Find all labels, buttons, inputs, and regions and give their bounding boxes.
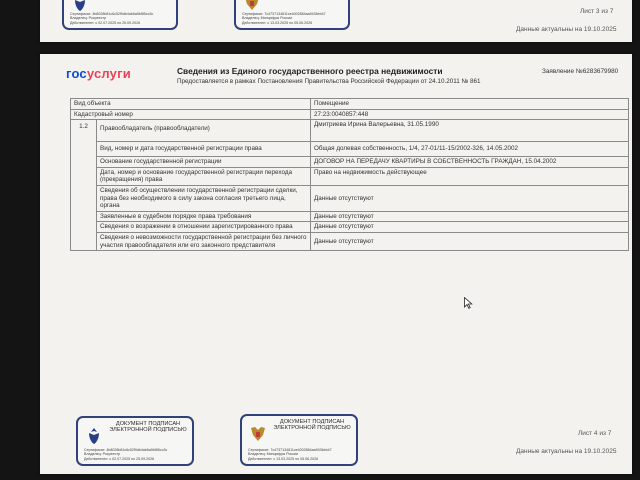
row-label: Сведения о возражении в отношении зарегистрированного права [97,222,311,233]
table-row [71,157,629,168]
row-value: Данные отсутствуют [311,232,629,250]
cert-line: Сертификат: 7c4737134811ce4002884aa9436eb47 [242,11,326,16]
stamp-certificate [70,12,172,25]
row-label: Сведения о невозможности государственной регистрации без личного участия правообладателя или его законного представителя [97,232,311,250]
table-row [71,120,629,142]
data-actual-date: Данные актуальны на 19.10.2025 [516,448,617,455]
signature-stamp-mintsifry [240,414,358,466]
stamp-certificate [84,448,188,461]
table-row [71,185,629,211]
row-value: Данные отсутствуют [311,222,629,233]
cert-line: Сертификат: 4b8028b81c6c52f9db4ab6a5bf85cc3c [84,447,168,452]
row-label: Вид, номер и дата государственной регистрации права [97,142,311,157]
cert-line: Владелец: Росреестр [70,16,107,21]
sheet-number: Лист 4 из 7 [578,430,612,437]
logo-part-uslugi: услуги [86,66,131,81]
sheet-number: Лист 3 из 7 [580,8,614,15]
registry-table [70,98,629,251]
row-label: Вид объекта [71,99,311,110]
row-label: Сведения об осуществлении государственной регистрации сделки, права без необходимого в силу закона согласия третьего лица, органа [97,185,311,211]
row-value: Общая долевая собственность, 1/4, 27-01/11-15/2002-326, 14.05.2002 [311,142,629,157]
row-label: Заявленные в судебном порядке права требования [97,211,311,222]
row-label: Правообладатель (правообладатели) [97,120,311,142]
section-number: 1.2 [71,120,97,251]
cert-line: Сертификат: 4b8028b81c6c52f9db4ab6a5bf85cc3c [70,11,154,16]
data-actual-date: Данные актуальны на 19.10.2025 [516,26,617,33]
stamp-certificate [248,448,352,461]
cert-line: Действителен: с 02.07.2025 по 25.09.2026 [84,456,155,461]
stamp-title: ДОКУМЕНТ ПОДПИСАН ЭЛЕКТРОННОЙ ПОДПИСЬЮ [109,421,187,434]
table-row [71,232,629,250]
row-value: Данные отсутствуют [311,211,629,222]
document-title: Сведения из Единого государственного реестра недвижимости [177,66,443,76]
table-row [71,167,629,185]
table-row [71,211,629,222]
stamp-certificate [242,12,344,25]
table-row [71,222,629,233]
cert-line: Владелец: Росреестр [84,452,121,457]
previous-page [40,0,632,42]
cert-line: Владелец: Минцифры России [248,452,299,457]
cert-line: Сертификат: 7c4737134811ce4002884aa9436eb47 [248,447,332,452]
table-row [71,109,629,120]
extract-page [40,54,632,474]
signature-stamp-mintsifry [234,0,350,30]
row-value: 27:23:0040857:448 [311,109,629,120]
row-value: ДОГОВОР НА ПЕРЕДАЧУ КВАРТИРЫ В СОБСТВЕННОСТЬ ГРАЖДАН, 15.04.2002 [311,157,629,168]
document-subtitle: Предоставляется в рамках Постановления Правительства Российской Федерации от 24.10.2011 № 861 [177,78,481,85]
row-label: Кадастровый номер [71,109,311,120]
statement-number: Заявление №6283679980 [542,68,619,75]
cert-line: Действителен: с 13.03.2025 по 05.06.2026 [242,20,313,25]
row-value: Дмитриева Ирина Валерьевна, 31.05.1990 [311,120,629,142]
cert-line: Действителен: с 02.07.2025 по 25.09.2026 [70,20,141,25]
rosreestr-emblem-icon [83,425,105,447]
cert-line: Действителен: с 13.03.2025 по 05.06.2026 [248,456,319,461]
row-label: Основание государственной регистрации [97,157,311,168]
table-row [71,99,629,110]
gosuslugi-logo [66,66,131,81]
signature-stamp-rosreestr [62,0,178,30]
row-label: Дата, номер и основание государственной регистрации перехода (прекращения) права [97,167,311,185]
coat-of-arms-icon [247,423,269,445]
cert-line: Владелец: Минцифры России [242,16,293,21]
row-value: Данные отсутствуют [311,185,629,211]
stamp-title: ДОКУМЕНТ ПОДПИСАН ЭЛЕКТРОННОЙ ПОДПИСЬЮ [273,419,351,432]
mouse-cursor-icon [464,297,473,309]
row-value: Право на недвижимость действующее [311,167,629,185]
row-value: Помещение [311,99,629,110]
table-row [71,142,629,157]
logo-part-gos: гос [66,66,87,81]
signature-stamp-rosreestr [76,416,194,466]
